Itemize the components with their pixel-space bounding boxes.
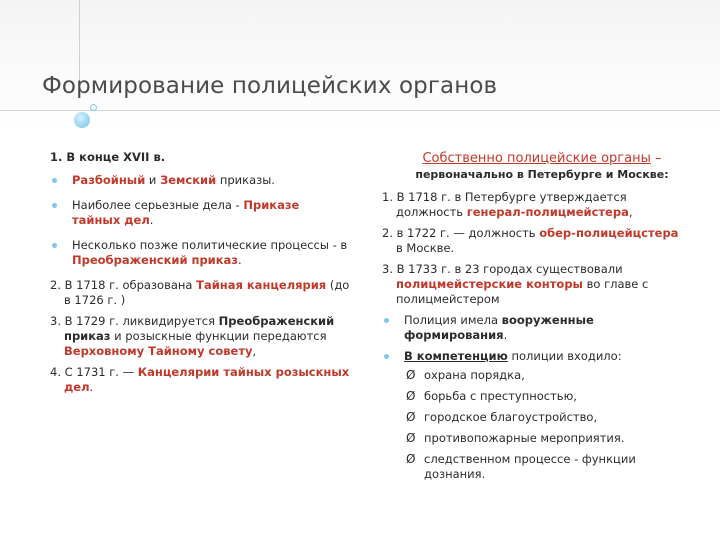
arrow-list-text: противопожарные мероприятия.	[424, 431, 625, 445]
text: во главе с полицмейстером	[396, 277, 649, 306]
text: 1. В 1718 г. в Петербурге утверждается должность	[382, 190, 627, 219]
decorative-circle-small	[90, 104, 97, 111]
right-bullet-armed	[382, 313, 682, 343]
text: приказы.	[216, 173, 275, 187]
text: Наиболее серьезные дела -	[72, 198, 244, 212]
text: 3. В 1729 г. ликвидируется	[50, 314, 219, 328]
right-column	[382, 150, 682, 488]
right-header-text: Собственно полицейские органы	[422, 151, 651, 166]
text-red: Приказе тайных дел	[72, 198, 300, 227]
bullet-dot-icon	[52, 178, 57, 183]
text-bold: Преображенский приказ	[64, 314, 335, 343]
text: Полиция имела	[404, 313, 502, 327]
arrow-list-text: охрана порядка,	[424, 368, 525, 382]
text-red: Верховному Тайному совету	[64, 344, 253, 358]
text: полиции входило:	[507, 349, 622, 363]
text: ,	[252, 344, 257, 358]
arrow-bullet-icon: Ø	[406, 431, 416, 445]
text-red: обер-полицейцстера	[539, 226, 679, 240]
right-item1	[382, 190, 682, 220]
text-red: Канцелярии тайных розыскных дел	[64, 365, 350, 394]
arrow-bullet-icon: Ø	[406, 389, 416, 403]
bullet-tainye-dela	[50, 198, 350, 228]
right-item2	[382, 226, 682, 256]
slide-title: Формирование полицейских органов	[42, 73, 498, 99]
item3	[50, 314, 350, 359]
bullet-dot-icon	[384, 354, 389, 359]
text: (до в 1726 г. )	[64, 278, 350, 307]
text: .	[503, 328, 508, 342]
text: 3. В 1733 г. в 23 городах существовали	[382, 262, 623, 276]
text-red: Преображенский приказ	[72, 253, 238, 267]
text-bold: вооруженные формирования	[404, 313, 594, 342]
arrow-list-item	[382, 389, 682, 404]
right-bullet-competence	[382, 349, 682, 364]
text: ,	[628, 205, 633, 219]
right-header-dash: –	[650, 151, 662, 166]
left-column	[50, 150, 350, 395]
text-red: Земский	[160, 173, 217, 187]
text: в Москве.	[396, 241, 455, 255]
arrow-list-text: следственном процессе - функции дознания.	[424, 452, 636, 481]
arrow-bullet-icon: Ø	[406, 410, 416, 424]
arrow-list-item	[382, 452, 682, 482]
right-item3	[382, 262, 682, 307]
bullet-dot-icon	[52, 203, 57, 208]
text-bold: В компетенцию	[404, 349, 508, 363]
arrow-bullet-icon: Ø	[406, 368, 416, 382]
arrow-bullet-icon: Ø	[406, 452, 416, 466]
decorative-circle-large	[74, 112, 90, 128]
text-red: Разбойный	[72, 173, 146, 187]
arrow-list-text: борьба с преступностью,	[424, 389, 577, 403]
text-red: генерал-полицмейстера	[466, 205, 629, 219]
text: .	[149, 213, 154, 227]
text: 2. в 1722 г. — должность	[382, 226, 540, 240]
item2	[50, 278, 350, 308]
item4	[50, 365, 350, 395]
text: и	[145, 173, 161, 187]
text: 4. С 1731 г. —	[50, 365, 138, 379]
arrow-list-text: городское благоустройство,	[424, 410, 598, 424]
arrow-list-item	[382, 368, 682, 383]
bullet-preobrazhensky	[50, 238, 350, 268]
text: Несколько позже политические процессы - в	[72, 238, 348, 252]
text-red: полицмейстерские конторы	[396, 277, 583, 291]
bullet-razboiny	[50, 173, 350, 188]
item1-header: 1. В конце XVII в.	[50, 150, 166, 164]
text: .	[89, 380, 94, 394]
arrow-list-item	[382, 410, 682, 425]
arrow-list	[382, 368, 682, 482]
arrow-list-item	[382, 431, 682, 446]
title-band	[0, 0, 720, 128]
text: 2. В 1718 г. образована	[50, 278, 197, 292]
decorative-horizontal-line	[0, 110, 720, 111]
right-header	[382, 150, 682, 167]
bullet-dot-icon	[52, 243, 57, 248]
text: и розыскные функции передаются	[110, 329, 327, 343]
bullet-dot-icon	[384, 318, 389, 323]
text-red: Тайная канцелярия	[196, 278, 327, 292]
right-subheader: первоначально в Петербурге и Москве:	[415, 168, 669, 181]
text: .	[238, 253, 242, 267]
